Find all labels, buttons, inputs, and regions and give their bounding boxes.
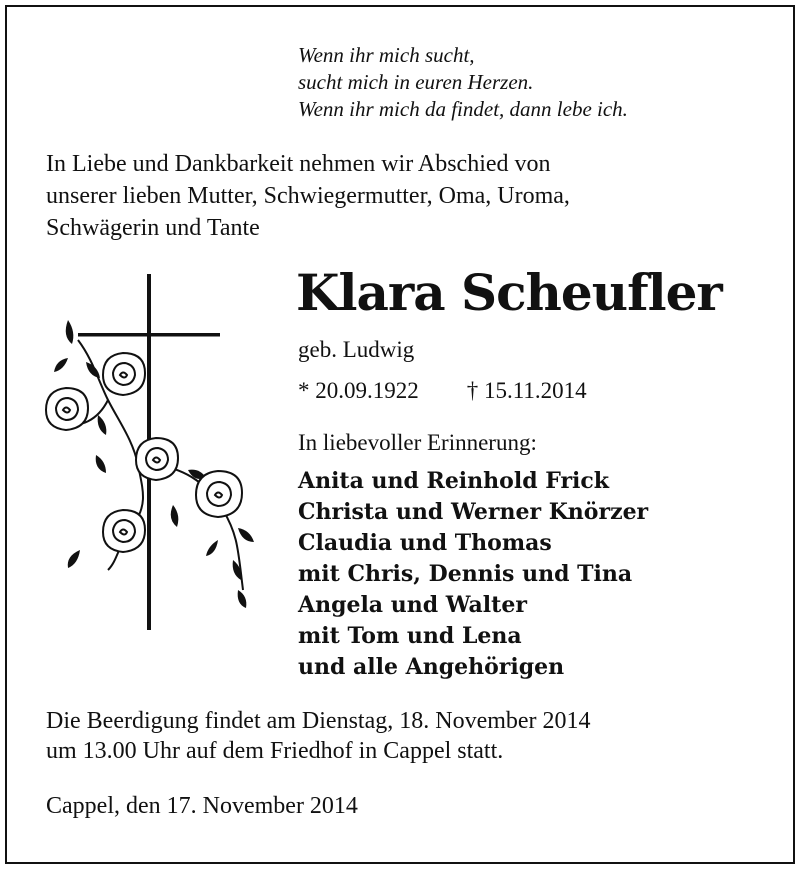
intro-line: In Liebe und Dankbarkeit nehmen wir Abschied von — [46, 151, 551, 177]
family-list — [298, 466, 648, 683]
poem — [298, 42, 628, 123]
intro-line: unserer lieben Mutter, Schwiegermutter, Oma, Uroma, — [46, 183, 570, 209]
intro-line: Schwägerin und Tante — [46, 215, 260, 241]
family-line: Claudia und Thomas — [298, 530, 552, 556]
funeral-line: Die Beerdigung findet am Dienstag, 18. November 2014 — [46, 708, 591, 734]
cross-with-roses-icon — [38, 270, 278, 640]
life-dates — [298, 376, 587, 406]
intro-text — [46, 148, 766, 244]
place-and-date: Cappel, den 17. November 2014 — [46, 793, 358, 819]
family-line: mit Tom und Lena — [298, 623, 522, 649]
family-line: mit Chris, Dennis und Tina — [298, 561, 633, 587]
remembrance-heading: In liebevoller Erinnerung: — [298, 430, 537, 455]
family-line: Anita und Reinhold Frick — [298, 468, 610, 494]
poem-line: Wenn ihr mich da findet, dann lebe ich. — [298, 97, 628, 121]
maiden-name: geb. Ludwig — [298, 337, 415, 362]
deceased-name: Klara Scheufler — [296, 263, 722, 322]
funeral-info — [46, 706, 766, 766]
family-line: und alle Angehörigen — [298, 654, 565, 680]
funeral-line: um 13.00 Uhr auf dem Friedhof in Cappel statt. — [46, 738, 504, 764]
birth-date: * 20.09.1922 — [298, 378, 419, 403]
poem-line: sucht mich in euren Herzen. — [298, 70, 534, 94]
family-line: Christa und Werner Knörzer — [298, 499, 649, 525]
death-date: † 15.11.2014 — [466, 378, 587, 403]
poem-line: Wenn ihr mich sucht, — [298, 43, 475, 67]
family-line: Angela und Walter — [298, 592, 527, 618]
